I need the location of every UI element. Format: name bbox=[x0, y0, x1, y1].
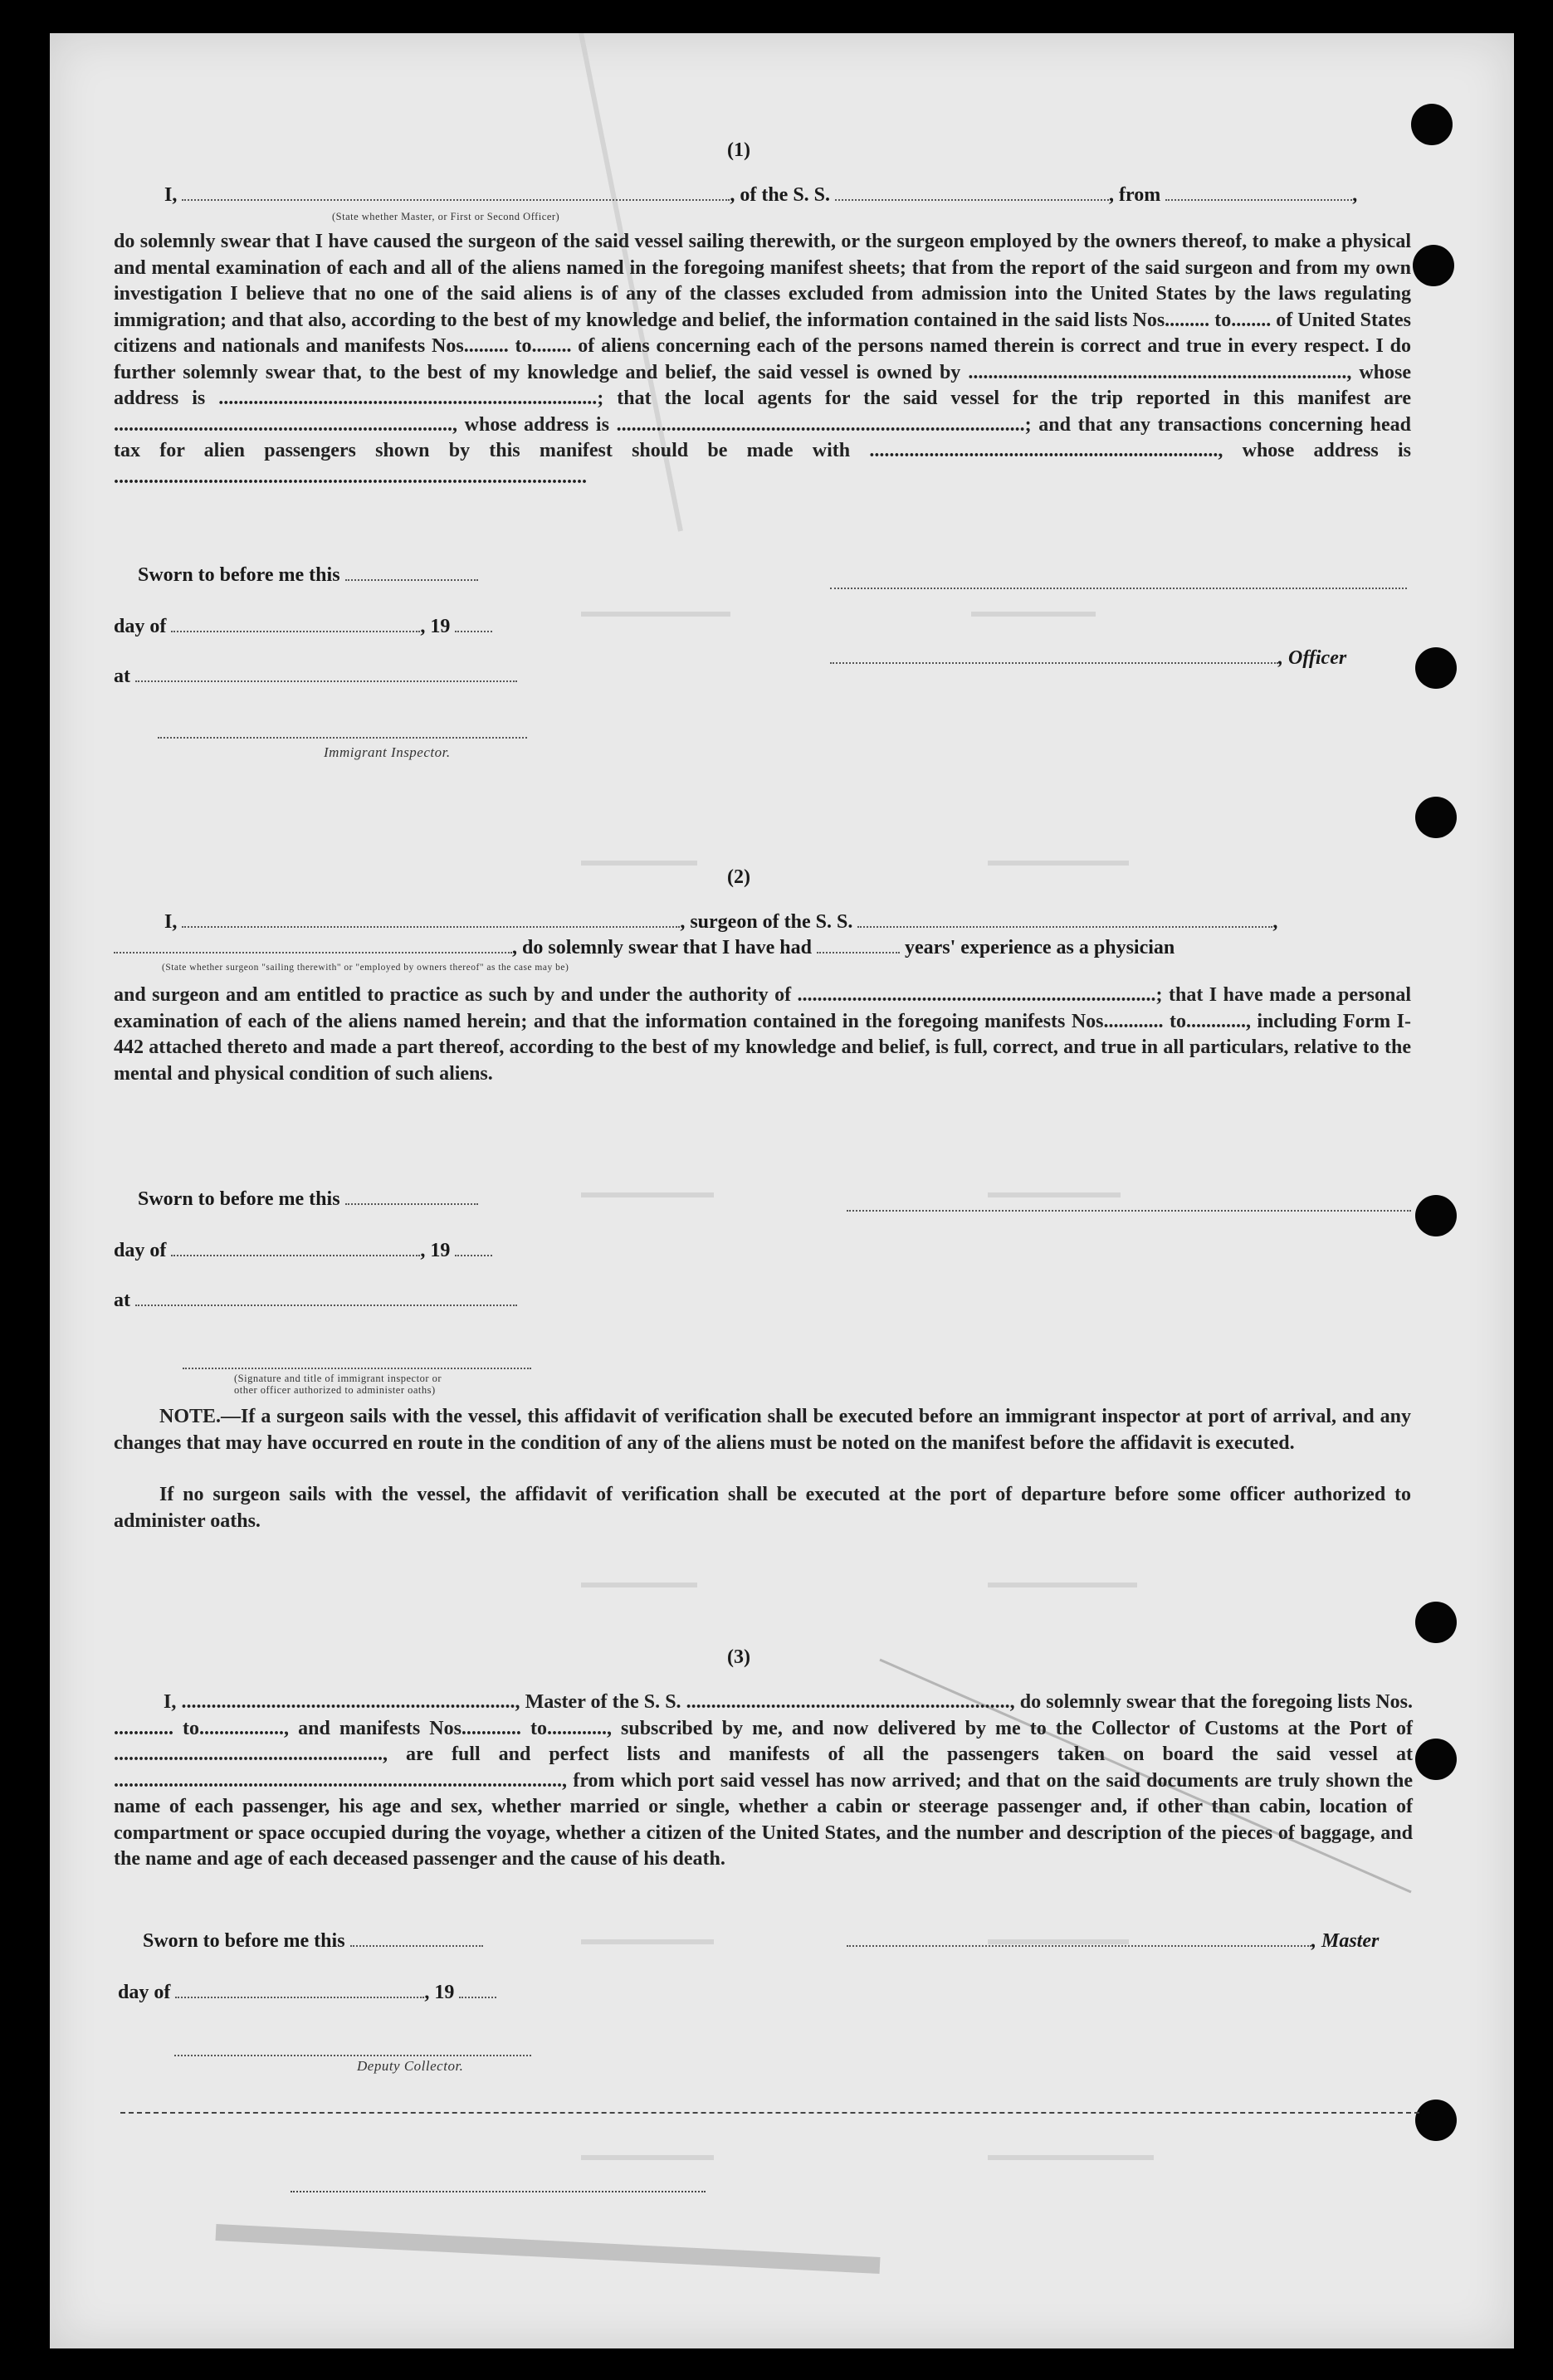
s1-year-field[interactable] bbox=[455, 616, 492, 632]
s2-comma: , bbox=[1272, 911, 1278, 933]
s3-day-label: day of bbox=[118, 1982, 171, 2003]
s2-line-2 bbox=[114, 937, 1175, 959]
s3-sworn-field[interactable] bbox=[350, 1930, 483, 1947]
s2-day-field[interactable] bbox=[171, 1240, 420, 1256]
s2-note-2: If no surgeon sails with the vessel, the affidavit of verification shall be executed at the port of departure before some officer authorized to administer oaths. bbox=[114, 1484, 1411, 1532]
s3-collector-signature-field[interactable] bbox=[174, 2040, 531, 2056]
section-2-number: (2) bbox=[727, 866, 750, 888]
s3-master-field[interactable] bbox=[847, 1930, 1311, 1947]
s3-day-line bbox=[118, 1982, 496, 2004]
s1-line-1 bbox=[164, 184, 1357, 207]
s2-year-label: , 19 bbox=[420, 1240, 451, 1261]
s2-vessel-field[interactable] bbox=[857, 911, 1272, 928]
s1-vessel-field[interactable] bbox=[835, 184, 1109, 201]
s2-day-line bbox=[114, 1240, 492, 1262]
s1-inspector-signature-field[interactable] bbox=[158, 722, 527, 739]
s2-day-label: day of bbox=[114, 1240, 167, 1261]
s2-sworn-field[interactable] bbox=[345, 1188, 478, 1205]
s3-oath-text: I, ..................................................................., Master of the S. S. ................................................................., do solemnly swear that the foregoing lists Nos. ............ to................., and manifests Nos............ to............, subscribed by me, and now delivered by me to the Collector of Customs at the Port of ......................................................, are full and perfect lists and manifests of all the passengers taken on board the said vessel at .........................................................................................., from which port said vessel has now arrived; and that on the said documents are truly shown the name of each passenger, his age and sex, whether married or single, whether a cabin or steerage passenger and, if other than cabin, location of compartment or space occupied during the voyage, whether a citizen of the United States, and the number and description of the pieces of baggage, and the name and age of each deceased passenger and the cause of his death. bbox=[114, 1691, 1413, 1870]
bottom-divider-short bbox=[291, 2191, 706, 2192]
s3-sworn-label: Sworn to before me this bbox=[143, 1930, 345, 1952]
s2-at-label: at bbox=[114, 1290, 130, 1311]
section-3-number: (3) bbox=[727, 1646, 750, 1668]
s2-surgeon-name-field[interactable] bbox=[182, 911, 680, 928]
s1-from-field[interactable] bbox=[1165, 184, 1352, 201]
s1-sworn-field[interactable] bbox=[345, 564, 478, 581]
s2-oath-text: and surgeon and am entitled to practice as such by and under the authority of ........................................................................; that I have made a personal examination of each of the aliens named herein; and that the information contained in the foregoing manifests Nos............ to............, including Form I-442 attached thereto and made a part thereof, according to the best of my knowledge and belief, is full, correct, and true in all particulars, relative to the mental and physical condition of such aliens. bbox=[114, 984, 1411, 1085]
s1-from-label: , from bbox=[1109, 184, 1161, 206]
s2-i-label: I, bbox=[164, 911, 178, 933]
s2-capacity-caption: (State whether surgeon "sailing therewith" or "employed by owners thereof" as the case may be) bbox=[162, 963, 569, 973]
s3-master-line bbox=[847, 1930, 1379, 1953]
s1-inspector-caption: Immigrant Inspector. bbox=[324, 744, 451, 760]
s3-year-label: , 19 bbox=[424, 1982, 455, 2003]
s2-surgeon-label: , surgeon of the S. S. bbox=[680, 911, 853, 933]
s1-sworn-line bbox=[138, 564, 478, 587]
s2-note-1: NOTE.—If a surgeon sails with the vessel, this affidavit of verification shall be executed before an immigrant inspector at port of arrival, and any changes that may have occurred en route in the condition of any of the aliens must be noted on the manifest before the affidavit is executed. bbox=[114, 1406, 1411, 1454]
s1-rank-caption: (State whether Master, or First or Second Officer) bbox=[332, 211, 560, 222]
s1-day-field[interactable] bbox=[171, 616, 420, 632]
s1-i-label: I, bbox=[164, 184, 178, 206]
s1-day-label: day of bbox=[114, 616, 167, 637]
s2-years-label: years' experience as a physician bbox=[904, 937, 1175, 958]
s1-officer-line bbox=[830, 647, 1346, 670]
section-1-number: (1) bbox=[727, 139, 750, 161]
s1-officer-field[interactable] bbox=[830, 647, 1278, 664]
s1-at-line bbox=[114, 666, 517, 688]
bottom-divider bbox=[120, 2112, 1419, 2114]
s2-year-field[interactable] bbox=[455, 1240, 492, 1256]
s3-collector-caption: Deputy Collector. bbox=[357, 2058, 464, 2074]
s1-officer-top-field[interactable] bbox=[830, 573, 1407, 589]
s1-oath-text: do solemnly swear that I have caused the surgeon of the said vessel sailing therewith, or the surgeon employed by the owners thereof, to make a physical and mental examination of each and all of the aliens named in the foregoing manifest sheets; that from the report of the said surgeon and from my own investigation I believe that no one of the said aliens is of any of the classes excluded from admission into the United States by the laws regulating immigration; and that also, according to the best of my knowledge and belief, the information contained in the said lists Nos......... to........ of United States citizens and nationals and manifests Nos......... to........ of aliens concerning each of the persons named therein is correct and true in every respect. I do further solemnly swear that, to the best of my knowledge and belief, the said vessel is owned by ............................................................................, whose address is ............................................................................; that the local agents for the said vessel for the trip reported in this manifest are ...................................................................., whose address is ..................................................................................; and that any transactions concerning head tax for alien passengers shown by this manifest should be made with ......................................................................, whose address is ............................................................................................... bbox=[114, 231, 1411, 488]
s2-signature-caption-2: other officer authorized to administer oaths) bbox=[234, 1384, 436, 1396]
s2-swear-label: , do solemnly swear that I have had bbox=[512, 937, 812, 958]
manifest-page bbox=[50, 33, 1514, 2348]
s2-years-field[interactable] bbox=[817, 937, 900, 953]
s1-comma: , bbox=[1352, 184, 1358, 206]
s3-sworn-line bbox=[143, 1930, 483, 1953]
s2-line-1 bbox=[164, 911, 1277, 934]
s1-of-ss-label: , of the S. S. bbox=[730, 184, 831, 206]
s2-signature-caption-1: (Signature and title of immigrant inspector or bbox=[234, 1373, 442, 1384]
s1-day-line bbox=[114, 616, 492, 638]
s2-sworn-line bbox=[138, 1188, 478, 1211]
s1-at-label: at bbox=[114, 666, 130, 687]
s2-signature-field[interactable] bbox=[183, 1353, 531, 1369]
s1-year-label: , 19 bbox=[420, 616, 451, 637]
s3-master-label: , Master bbox=[1311, 1930, 1380, 1952]
s3-day-field[interactable] bbox=[175, 1982, 424, 1998]
s1-rank-field[interactable] bbox=[182, 184, 730, 201]
s2-sworn-label: Sworn to before me this bbox=[138, 1188, 340, 1210]
s2-at-line bbox=[114, 1290, 517, 1312]
s2-capacity-field[interactable] bbox=[114, 937, 512, 953]
s1-officer-label: , Officer bbox=[1278, 647, 1347, 669]
s2-at-field[interactable] bbox=[135, 1290, 517, 1306]
s3-year-field[interactable] bbox=[459, 1982, 496, 1998]
s2-signature-top-field[interactable] bbox=[847, 1195, 1411, 1212]
s1-at-field[interactable] bbox=[135, 666, 517, 682]
s1-sworn-label: Sworn to before me this bbox=[138, 564, 340, 586]
